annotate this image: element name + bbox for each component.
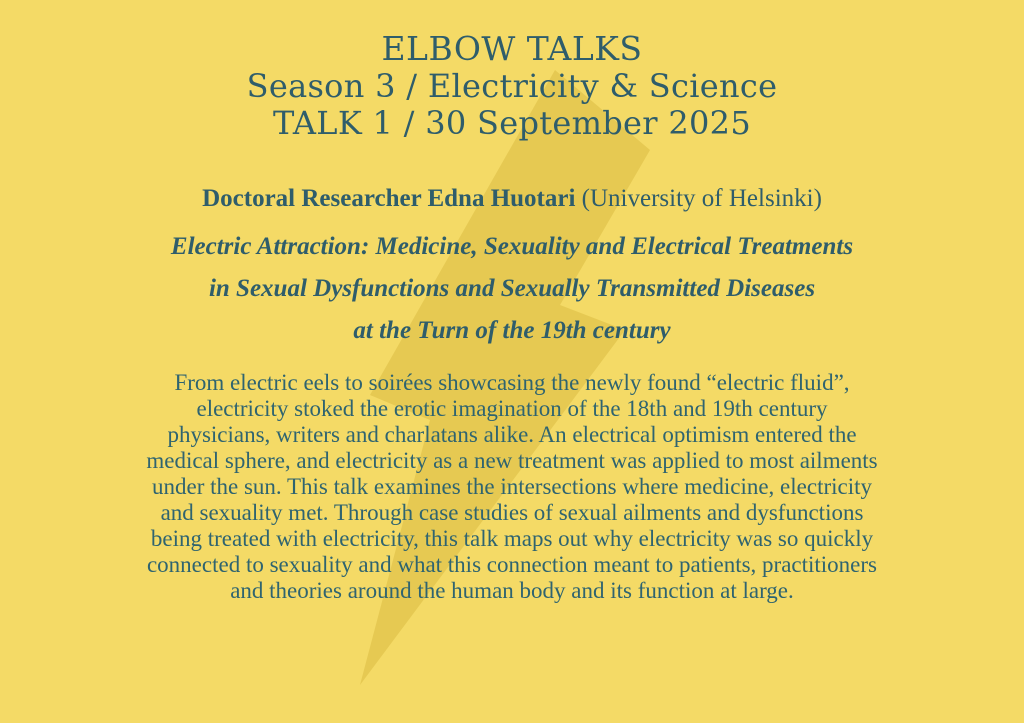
speaker-name: Doctoral Researcher Edna Huotari: [202, 185, 576, 212]
speaker-affiliation: (University of Helsinki): [581, 185, 822, 212]
abstract-line: connected to sexuality and what this connection meant to patients, practitioners: [146, 552, 878, 577]
season-title: Season 3 / Electricity & Science: [246, 67, 778, 105]
abstract-line: medical sphere, and electricity as a new treatment was applied to most ailments: [146, 448, 878, 473]
abstract-line: From electric eels to soirées showcasing the newly found “electric fluid”,: [174, 370, 850, 395]
speaker-line: [0, 184, 1024, 214]
abstract-line: being treated with electricity, this talk maps out why electricity was so quickly: [150, 526, 874, 551]
talk-title-line: in Sexual Dysfunctions and Sexually Transmitted Diseases: [208, 275, 816, 302]
talk-abstract: [47, 370, 977, 604]
talk-date: TALK 1 / 30 September 2025: [272, 104, 752, 142]
abstract-line: under the sun. This talk examines the intersections where medicine, electricity: [151, 474, 872, 499]
series-title: ELBOW TALKS: [381, 29, 643, 68]
event-header: [0, 0, 1024, 142]
talk-title-line: at the Turn of the 19th century: [353, 317, 671, 344]
abstract-line: electricity stoked the erotic imagination of the 18th and 19th century: [196, 396, 828, 421]
talk-title-line: Electric Attraction: Medicine, Sexuality and Electrical Treatments: [170, 233, 854, 260]
abstract-line: and theories around the human body and its function at large.: [230, 578, 794, 603]
talk-title: [62, 226, 962, 352]
abstract-line: and sexuality met. Through case studies of sexual ailments and dysfunctions: [160, 500, 864, 525]
abstract-line: physicians, writers and charlatans alike. An electrical optimism entered the: [167, 422, 857, 447]
